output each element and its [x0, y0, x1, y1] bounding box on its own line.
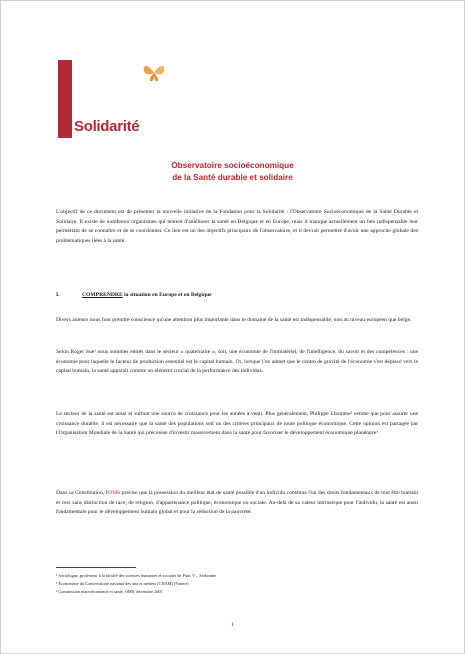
footnote-1: ¹ Sociologue, professeur à la faculté des sciences humaines et sociales de Paris V – Sorbonne	[56, 573, 216, 578]
section-heading	[56, 292, 212, 298]
section-title: la situation en Europe et en Belgique	[124, 292, 212, 298]
section-number: I.	[56, 292, 60, 298]
footnote-2: ² Économiste du Conservatoire national des arts et métiers (CNAM) (France)	[56, 581, 189, 586]
logo-vertical-text: Le dossier de la	[54, 91, 60, 134]
paragraph-3: Le secteur de la santé est aussi et surtout une source de croissance pour les années à venir. Plus généralement, Philippe Lhomme² estime que pour assurer une croissance durable, il est nécessaire que la santé des populations soit un des critères principaux de toute politique économique. Cette opinion est partagée par l'Organisation Mondiale de la Santé qui préconise d'investir massivement dans la santé pour favoriser le développement économique planétaire³.	[56, 411, 418, 437]
paragraph-4: Dans sa Constitution, l'OMS précise que la possession du meilleur état de santé possible d'un individu constitue l'un des droits fondamentaux de tout être humain et ceci sans distinction de race, de religion, d'appartenance politique, économique ou sociale. Au-delà de sa valeur intrinsèque pour l'individu, la santé est aussi fondamentale pour le développement humain global et pour la réduction de la pauvreté.	[56, 490, 418, 516]
logo-wordmark: Solidarité	[74, 118, 140, 135]
section-keyword: COMPRENDRE	[82, 292, 123, 298]
footnote-divider	[56, 567, 136, 568]
title-line-1: Observatoire socioéconomique	[171, 161, 294, 170]
logo-red-band	[54, 60, 72, 138]
paragraph-2: Selon Roger Sue¹ nous sommes entrés dans le secteur « quaternaire », soit, une économie de l'immatériel, de l'intelligence, du savoir et des compétences : une économie pour laquelle le facteur de production essentiel est le capital humain. Or, lorsque l'on admet que le centre de gravité de l'économie s'est déplacé vers le capital humain, la santé apparaît comme un élément crucial de la performance des individus.	[56, 349, 418, 375]
document-title	[0, 160, 465, 184]
intro-paragraph: L'objectif de ce document est de présenter la nouvelle initiative de la Fondation pour la Solidarité : l'Observatoire Socioéconomique de la Santé Durable et Solidaire. Il existe de nombreux organismes qui tentent d'améliorer la santé en Belgique et en Europe, mais il manque actuellement un lien indispensable leur permettant de se connaître et de se coordonner. Ce lien est un des objectifs principaux de l'observatoire, et il devrait permettre d'avoir une approche globale des problématiques liées à la santé.	[56, 209, 418, 244]
paragraph-1: Divers auteurs nous font prendre conscience qu'une attention plus importante dans le domaine de la santé est indispensable, non au niveau européen que belge.	[56, 317, 412, 323]
page-number: 1	[231, 622, 234, 628]
footnote-3: ³ Commission macroéconomie et santé, OMS, décembre 2001	[56, 589, 163, 594]
butterfly-icon	[142, 63, 166, 83]
title-line-2: de la Santé durable et solidaire	[172, 173, 293, 182]
